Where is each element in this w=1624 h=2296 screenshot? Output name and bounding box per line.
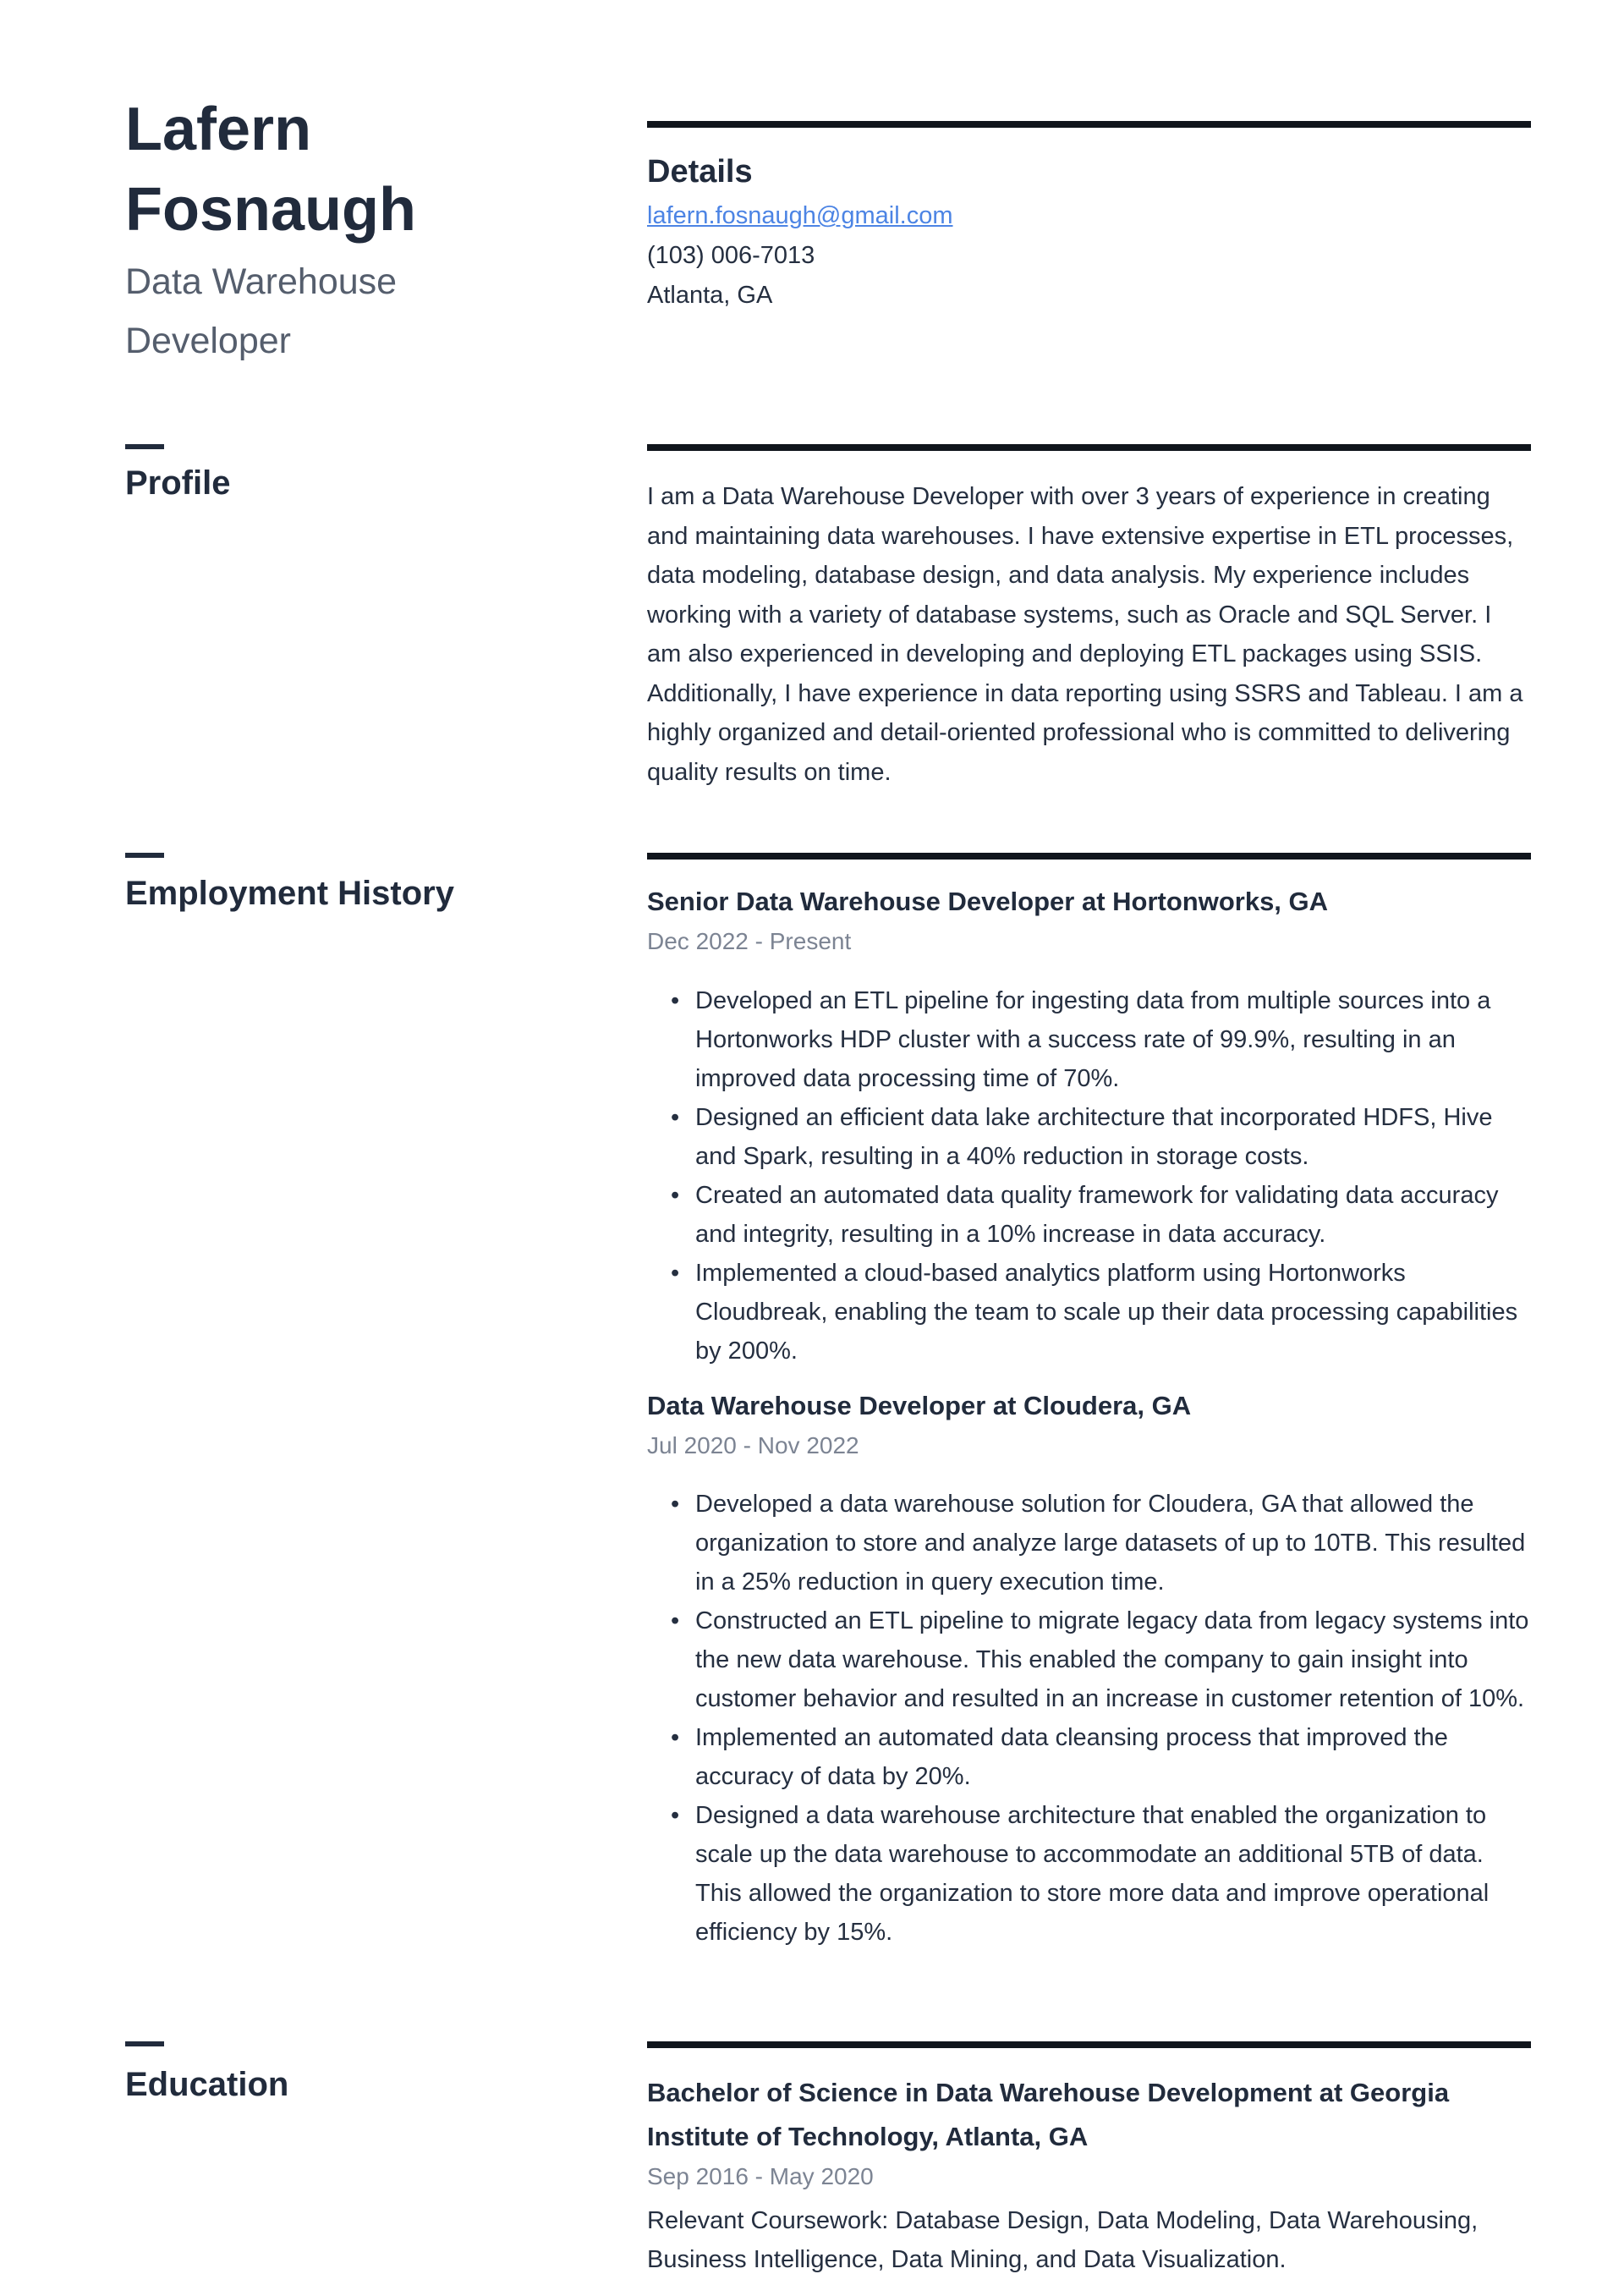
job-bullet: • Developed a data warehouse solution for Cloudera, GA that allowed the organization to store and analyze large datasets of up to 10TB. This resulted in a 25% reduction in query execution time.	[647, 1485, 1531, 1601]
section-rule-education	[647, 2041, 1531, 2048]
education-section-heading: Education	[125, 2066, 289, 2103]
job-dates: Jul 2020 - Nov 2022	[647, 1432, 859, 1458]
job-dates: Dec 2022 - Present	[647, 928, 852, 954]
job-title: Senior Data Warehouse Developer at Hortonworks, GA	[647, 887, 1329, 916]
section-dash-employment	[125, 853, 164, 858]
employment-section-heading: Employment History	[125, 875, 454, 912]
section-dash-profile	[125, 444, 164, 449]
section-rule-details	[647, 121, 1531, 128]
job-bullet: • Created an automated data quality framework for validating data accuracy and integrity, resulting in a 10% increase in data accuracy.	[647, 1176, 1531, 1254]
job-bullet: • Designed a data warehouse architecture that enabled the organization to scale up the data warehouse to accommodate an additional 5TB of data. This allowed the organization to store more data and improve operational efficiency by 15%.	[647, 1796, 1531, 1952]
job-bullet-list	[647, 981, 1531, 1370]
details-list	[647, 196, 1531, 316]
section-rule-employment	[647, 853, 1531, 860]
job-bullet: • Implemented a cloud-based analytics platform using Hortonworks Cloudbreak, enabling the team to scale up their data processing capabilities by 200%.	[647, 1254, 1531, 1370]
job-title: Data Warehouse Developer at Cloudera, GA	[647, 1391, 1192, 1420]
phone-number: (103) 006-7013	[647, 242, 815, 269]
job-bullet-list	[647, 1485, 1531, 1952]
degree-title: Bachelor of Science in Data Warehouse Development at Georgia Institute of Technology, Atlanta, GA	[647, 2078, 1450, 2151]
profile-text: I am a Data Warehouse Developer with over 3 years of experience in creating and maintaining data warehouses. I have extensive expertise in ETL processes, data modeling, database design, and data analysis. My experience includes working with a variety of database systems, such as Oracle and SQL Server. I am also experienced in developing and deploying ETL packages using SSIS. Additionally, I have experience in data reporting using SSRS and Tableau. I am a highly organized and detail-oriented professional who is committed to delivering quality results on time.	[647, 483, 1523, 786]
profile-section-heading: Profile	[125, 464, 231, 502]
details-heading: Details	[647, 154, 753, 190]
education-coursework: Relevant Coursework: Database Design, Data Modeling, Data Warehousing, Business Intelligence, Data Mining, and Data Visualization.	[647, 2207, 1479, 2273]
section-dash-education	[125, 2041, 164, 2046]
job-bullet: • Developed an ETL pipeline for ingesting data from multiple sources into a Hortonworks HDP cluster with a success rate of 99.9%, resulting in an improved data processing time of 70%.	[647, 981, 1531, 1098]
job-bullet: • Designed an efficient data lake architecture that incorporated HDFS, Hive and Spark, resulting in a 40% reduction in storage costs.	[647, 1098, 1531, 1176]
location-text: Atlanta, GA	[647, 282, 773, 309]
job-bullet: • Constructed an ETL pipeline to migrate legacy data from legacy systems into the new data warehouse. This enabled the company to gain insight into customer behavior and resulted in an increase in customer retention of 10%.	[647, 1601, 1531, 1718]
education-dates: Sep 2016 - May 2020	[647, 2163, 874, 2189]
email-link[interactable]: lafern.fosnaugh@gmail.com	[647, 202, 953, 229]
job-bullet: • Implemented an automated data cleansing process that improved the accuracy of data by 20%.	[647, 1718, 1531, 1796]
section-rule-profile	[647, 444, 1531, 451]
person-name: Lafern Fosnaugh	[125, 96, 416, 244]
person-job-title: Data Warehouse Developer	[125, 261, 398, 361]
